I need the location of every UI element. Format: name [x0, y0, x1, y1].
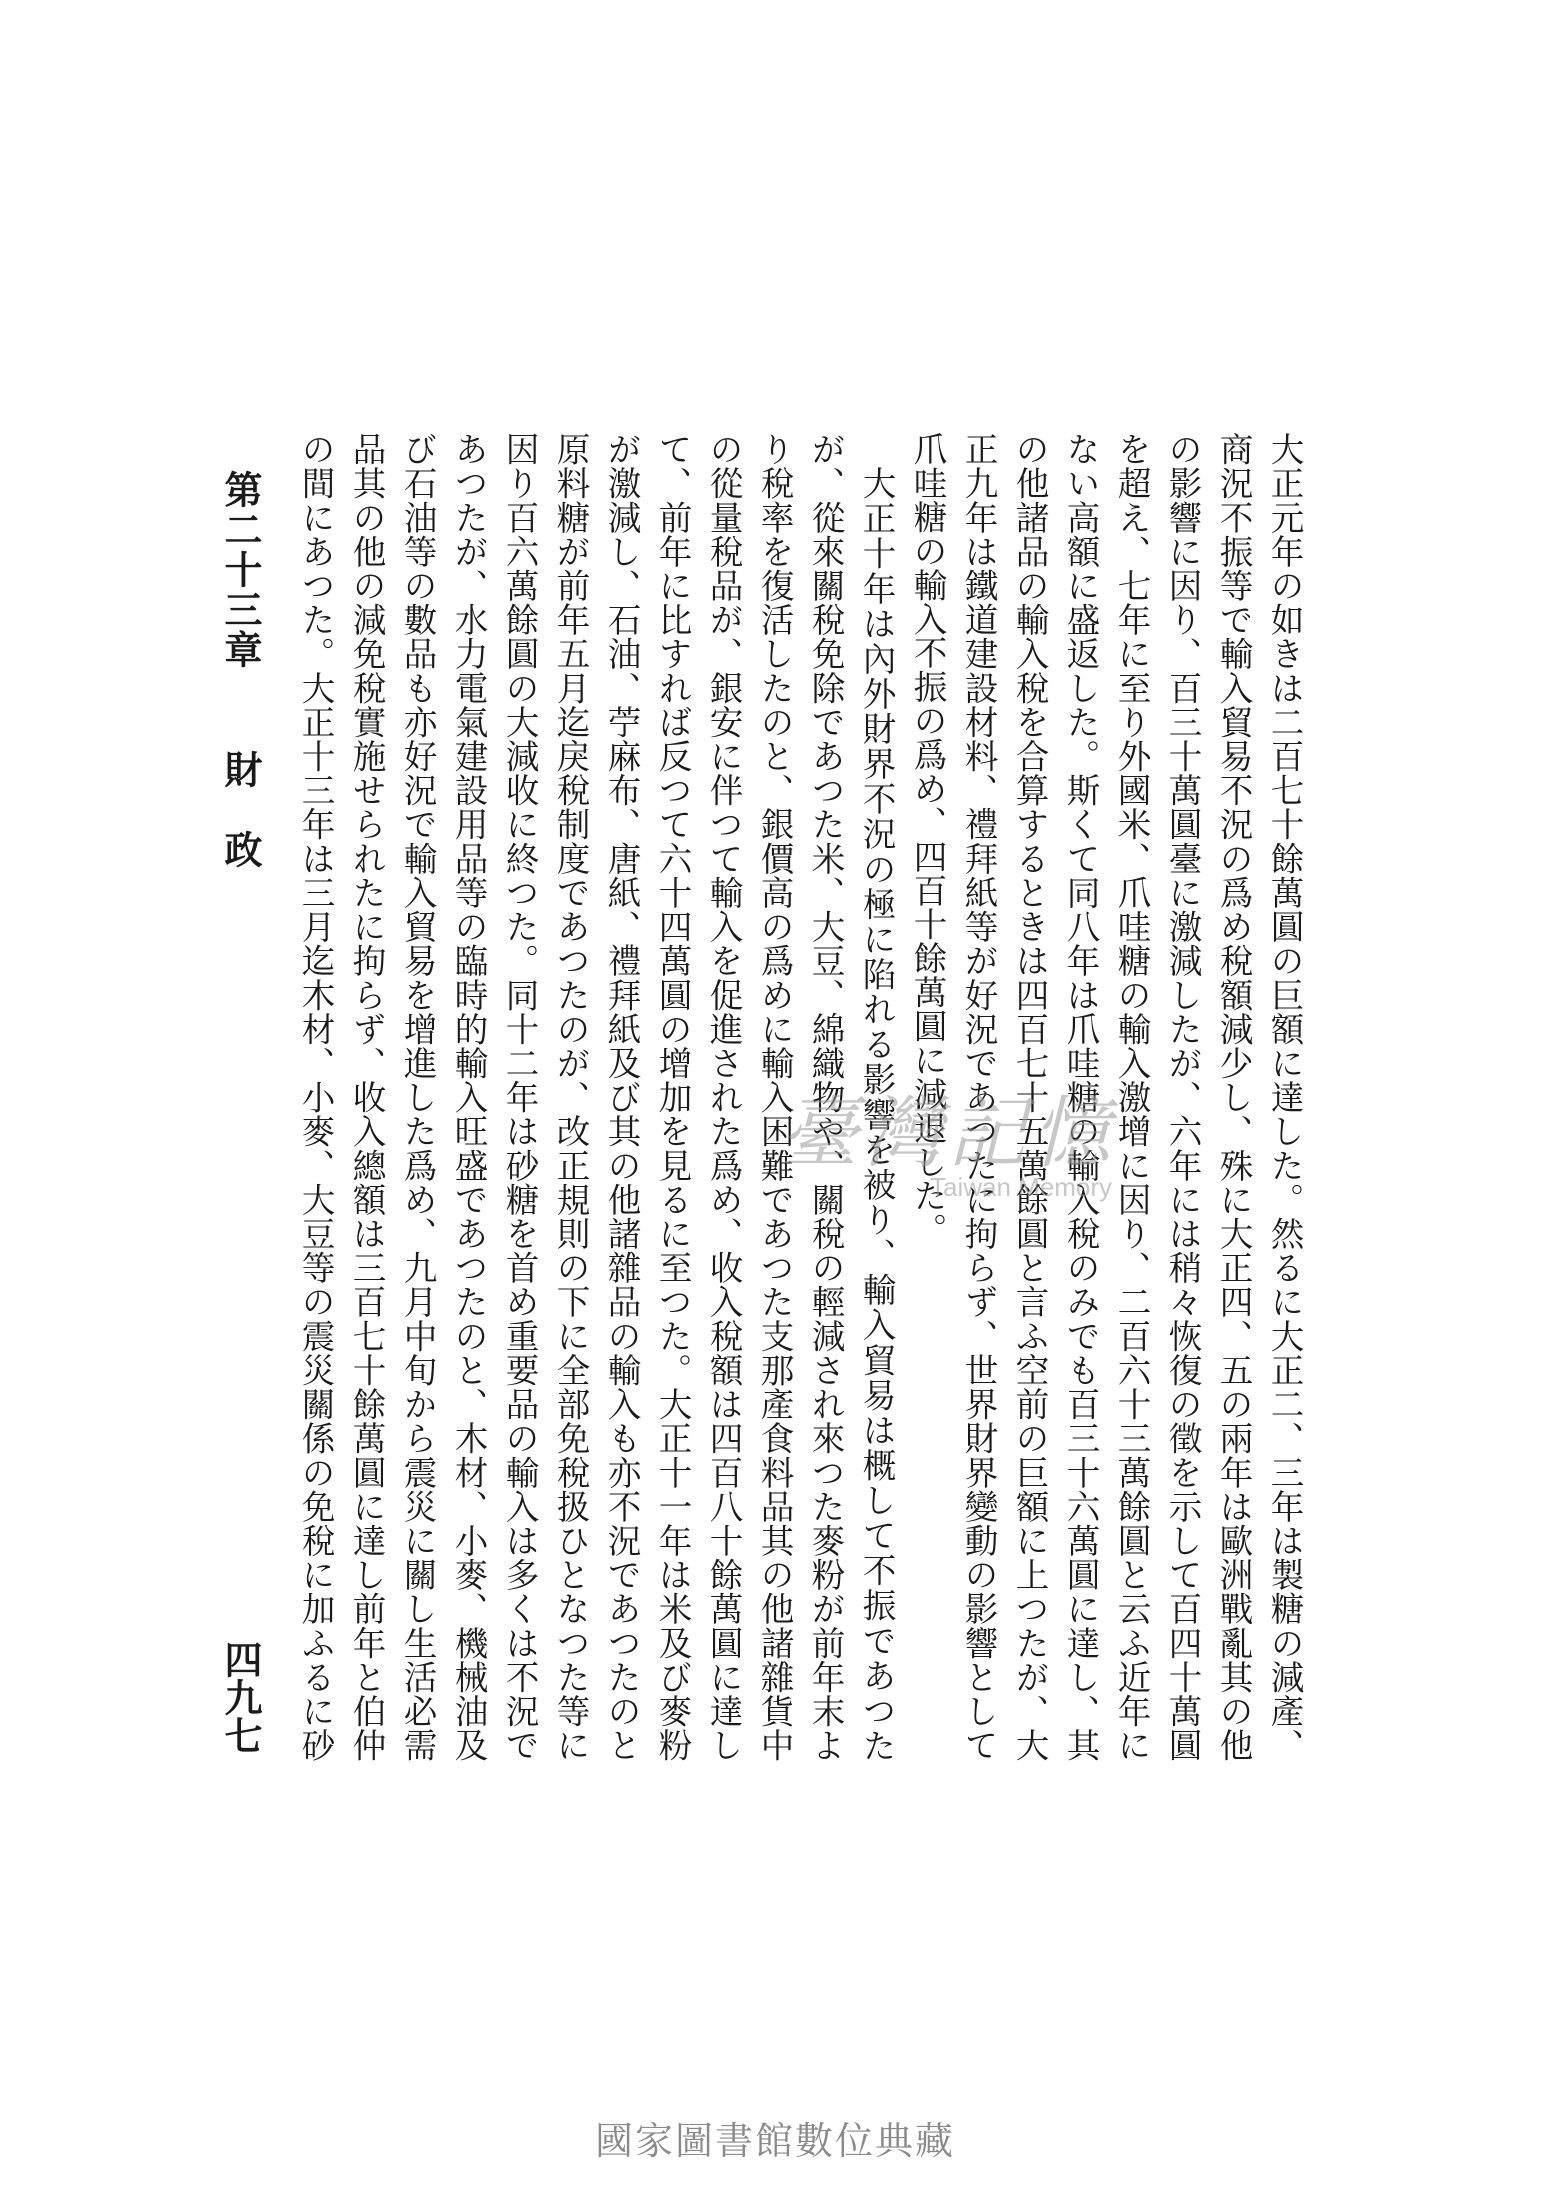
section-title: 財政 — [218, 750, 263, 910]
paragraph-1: 大正元年の如きは二百七十餘萬圓の巨額に達した。然るに大正二、三年は製糖の減產、商況不振等で輸入貿易不況の爲め稅額減少し、殊に大正四、五の兩年は歐洲戰亂其の他の影響に因り、百三十萬圓臺に激減したが、六年には稍々恢復の徵を示して百四十萬圓を超え、七年に至り外國米、爪哇糖の輸入激增に因り、二百六十三萬餘圓と云ふ近年にない高額に盛返した。斯くて同八年は爪哇糖の輸入稅のみでも百三十六萬圓に達し、其の他諸品の輸入稅を合算するときは四百七十五萬餘圓と言ふ空前の巨額に上つたが、大正九年は鐵道建設材料、禮拜紙等が好況であつたに拘らず、世界財界變動の影響として爪哇糖の輸入不振の爲め、四百十餘萬圓に減退した。 — [908, 432, 1304, 1762]
paragraph-2: 大正十年は內外財界不況の極に陷れる影響を被り、輸入貿易は概して不振であつたが、從來關稅免除であつた米、大豆、綿織物や、關稅の輕減され來つた麥粉が前年末より稅率を復活したのと、銀價高の爲めに輸入困難であつた支那產食料品其の他諸雜貨中の從量稅品が、銀安に伴つて輸入を促進された爲め、收入稅額は四百八十餘萬圓に達して、前年に比すれば反つて六十四萬圓の增加を見るに至つた。大正十一年は米及び麥粉が激減し、石油、苧麻布、唐紙、禮拜紙及び其の他諸雜品の輸入も亦不況であつたのと原料糖が前年五月迄戾稅制度であつたのが、改正規則の下に全部免稅扱ひとなつた等に因り百六萬餘圓の大減收に終つた。同十二年は砂糖を首め重要品の輸入は多くは不況であつたが、水力電氣建設用品等の臨時的輸入旺盛であつたのと、木材、小麥、機械油及び石油等の數品も亦好況で輸入貿易を增進した爲め、九月中旬から震災に關し生活必需品其の他の減免稅實施せられたに拘らず、收入總額は三百七十餘萬圓に達し前年と伯仲の間にあつた。大正十三年は三月迄木材、小麥、大豆等の震災關係の免稅に加ふるに砂 — [296, 432, 896, 1762]
page-header — [200, 420, 280, 1760]
watermark-text: 臺灣記憶 — [780, 1089, 1117, 1179]
watermark-subtext: Taiwan Memory — [930, 1172, 1113, 1202]
chapter-title: 第二十三章 — [218, 470, 263, 670]
footer-credit: 國家圖書館數位典藏 — [594, 2119, 955, 2163]
page-number: 四九七 — [218, 1640, 263, 1754]
body-text — [290, 432, 1310, 1762]
